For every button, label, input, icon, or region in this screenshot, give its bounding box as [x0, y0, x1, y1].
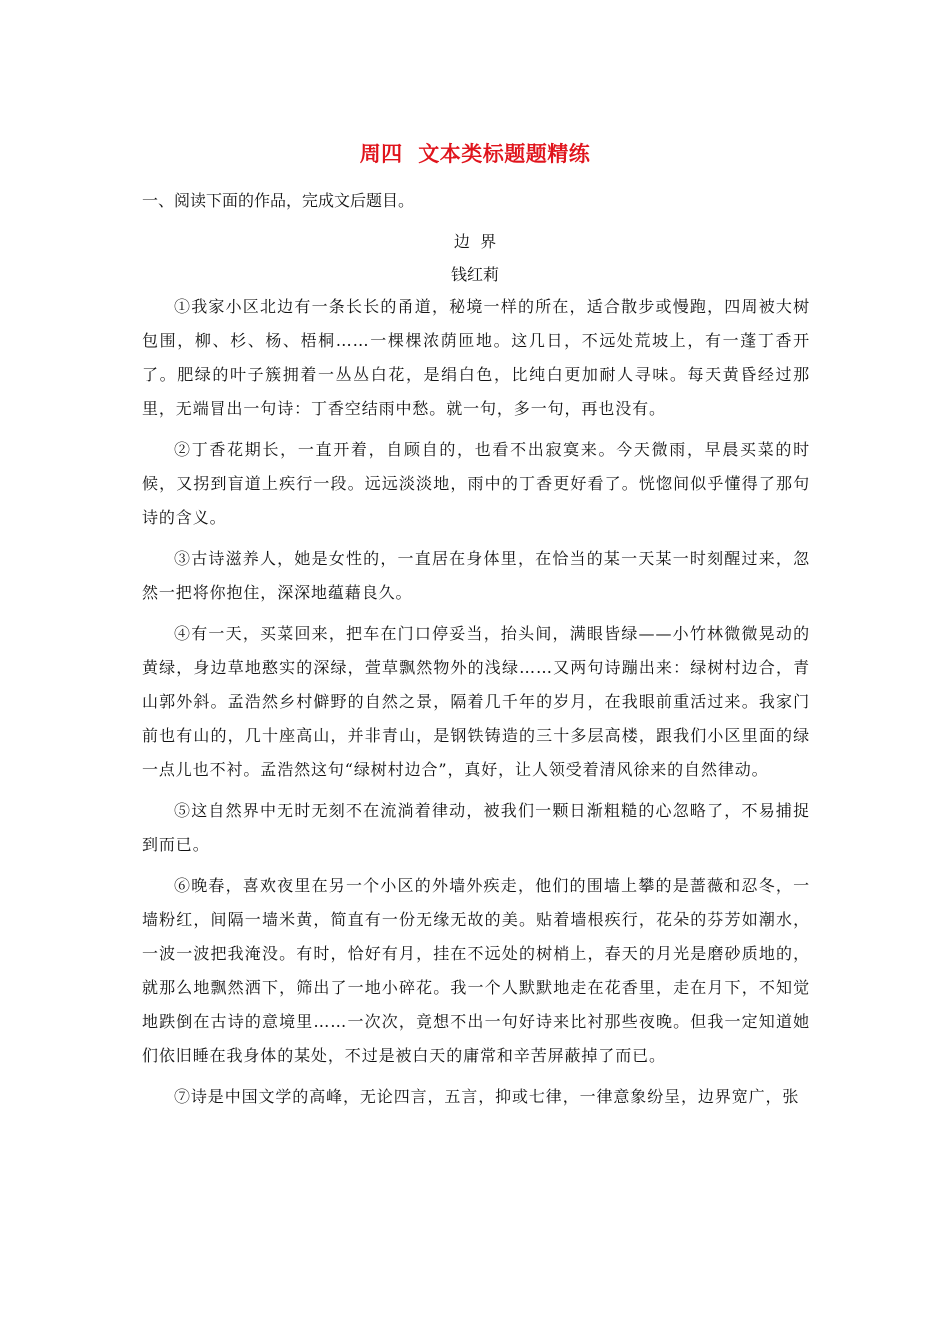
article-title: 边 界 [453, 232, 497, 251]
paragraph-3: ③古诗滋养人，她是女性的，一直居在身体里，在恰当的某一天某一时刻醒过来，忽然一把将你抱住，深深地蕴藉良久。 [142, 549, 810, 602]
article-body [142, 290, 810, 1121]
article-author: 钱红莉 [450, 265, 499, 284]
paragraph-2: ②丁香花期长，一直开着，自顾自的，也看不出寂寞来。今天微雨，早晨买菜的时候，又拐到盲道上疾行一段。远远淡淡地，雨中的丁香更好看了。恍惚间似乎懂得了那句诗的含义。 [142, 440, 810, 527]
paragraph-6: ⑥晚春，喜欢夜里在另一个小区的外墙外疾走，他们的围墙上攀的是蔷薇和忍冬，一墙粉红，间隔一墙米黄，简直有一份无缘无故的美。贴着墙根疾行，花朵的芬芳如潮水，一波一波把我淹没。有时，恰好有月，挂在不远处的树梢上，春天的月光是磨砂质地的，就那么地飘然洒下，筛出了一地小碎花。我一个人默默地走在花香里，走在月下，不知觉地跌倒在古诗的意境里……一次次，竟想不出一句好诗来比衬那些夜晚。但我一定知道她们依旧睡在我身体的某处，不过是被白天的庸常和辛苦屏蔽掉了而已。 [142, 876, 810, 1065]
paragraph-7: ⑦诗是中国文学的高峰，无论四言，五言，抑或七律，一律意象纷呈，边界宽广，张 [174, 1087, 800, 1106]
paragraph-5: ⑤这自然界中无时无刻不在流淌着律动，被我们一颗日渐粗糙的心忽略了，不易捕捉到而已。 [142, 801, 810, 854]
question-instruction: 一、阅读下面的作品，完成文后题目。 [142, 191, 415, 210]
page-title: 周四 文本类标题题精练 [359, 141, 591, 166]
paragraph-4: ④有一天，买菜回来，把车在门口停妥当，抬头间，满眼皆绿——小竹林微微晃动的黄绿，身边草地憨实的深绿，萱草飘然物外的浅绿……又两句诗蹦出来：绿树村边合，青山郭外斜。孟浩然乡村僻野的自然之景，隔着几千年的岁月，在我眼前重活过来。我家门前也有山的，几十座高山，并非青山，是钢铁铸造的三十多层高楼，跟我们小区里面的绿一点儿也不衬。孟浩然这句“绿树村边合”，真好，让人领受着清风徐来的自然律动。 [142, 624, 810, 779]
paragraph-1: ①我家小区北边有一条长长的甬道，秘境一样的所在，适合散步或慢跑，四周被大树包围，柳、杉、杨、梧桐……一棵棵浓荫匝地。这几日，不远处荒坡上，有一蓬丁香开了。肥绿的叶子簇拥着一丛丛白花，是绢白色，比纯白更加耐人寻味。每天黄昏经过那里，无端冒出一句诗：丁香空结雨中愁。就一句，多一句，再也没有。 [142, 297, 810, 418]
